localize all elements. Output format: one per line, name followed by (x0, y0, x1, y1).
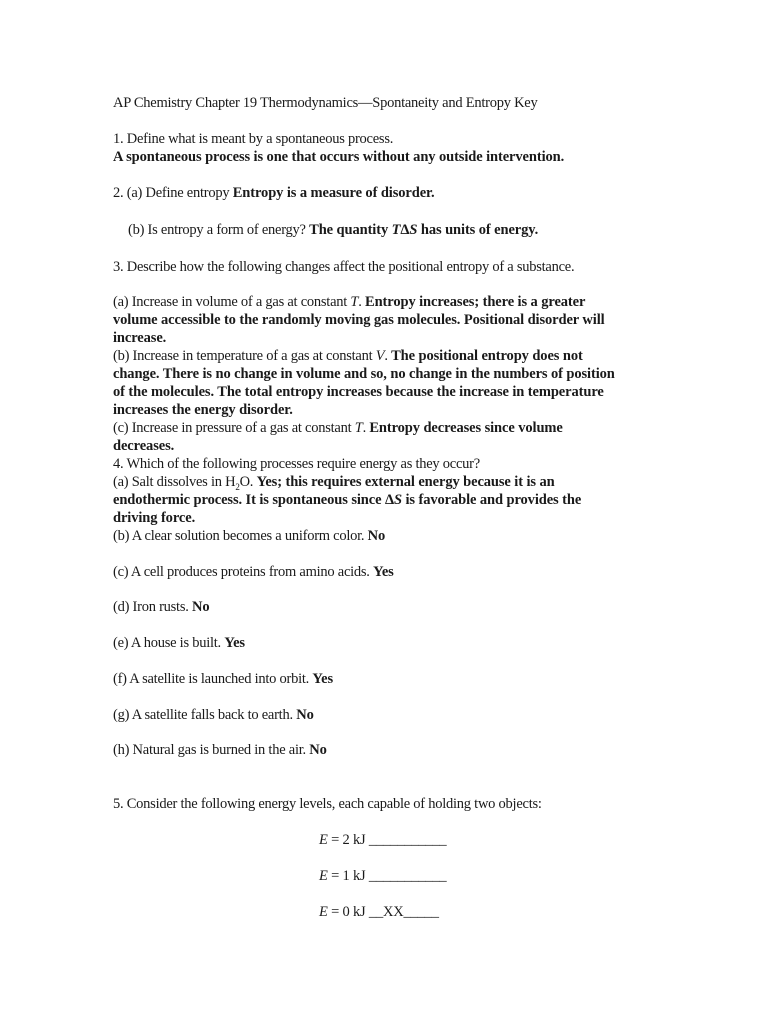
q3c-line2: decreases. (113, 438, 175, 454)
q3a-line1: (a) Increase in volume of a gas at constant T. Entropy increases; there is a greater (113, 294, 586, 310)
q2a-question: 2. (a) Define entropy (113, 185, 230, 201)
q4-item: (e) A house is built. Yes (113, 635, 245, 651)
q4-question: 4. Which of the following processes require energy as they occur? (113, 456, 480, 472)
q4-item: (f) A satellite is launched into orbit. Yes (113, 671, 334, 687)
q3a-line2: volume accessible to the randomly moving gas molecules. Positional disorder will (113, 312, 605, 328)
q3-question: 3. Describe how the following changes affect the positional entropy of a substance. (113, 259, 575, 275)
q4-item: (g) A satellite falls back to earth. No (113, 707, 314, 723)
q2a-answer: Entropy is a measure of disorder. (232, 185, 435, 201)
q3b-line1: (b) Increase in temperature of a gas at constant V. The positional entropy does not (113, 348, 583, 364)
q4-item: (b) A clear solution becomes a uniform color. No (113, 528, 386, 544)
q5-question: 5. Consider the following energy levels, each capable of holding two objects: (113, 796, 542, 812)
q2a-line (113, 184, 728, 202)
q2b-line (128, 221, 728, 239)
q3b-line4: increases the energy disorder. (113, 402, 293, 418)
energy-level: E = 2 kJ ___________ (319, 832, 447, 848)
q3b-line2: change. There is no change in volume and so, no change in the numbers of position (113, 366, 615, 382)
q4-item: (c) A cell produces proteins from amino acids. Yes (113, 564, 394, 580)
q4-item: (h) Natural gas is burned in the air. No (113, 742, 327, 758)
q4a-line3: driving force. (113, 510, 196, 526)
page-title: AP Chemistry Chapter 19 Thermodynamics—Spontaneity and Entropy Key (113, 95, 538, 111)
q4-item: (d) Iron rusts. No (113, 599, 210, 615)
energy-level: E = 0 kJ __XX_____ (319, 904, 439, 920)
q4a-line1: (a) Salt dissolves in $H_2O$. Yes; this requires external energy because it is an (113, 474, 555, 492)
q1-answer: A spontaneous process is one that occurs without any outside intervention. (113, 149, 565, 165)
q3a-line3: increase. (113, 330, 167, 346)
energy-level: E = 1 kJ ___________ (319, 868, 447, 884)
q3c-line1: (c) Increase in pressure of a gas at constant T. Entropy decreases since volume (113, 420, 563, 436)
q4a-line2: endothermic process. It is spontaneous since ΔS is favorable and provides the (113, 492, 582, 508)
q2b-answer: The quantity TΔS has units of energy. (309, 222, 539, 238)
q3b-line3: of the molecules. The total entropy increases because the increase in temperature (113, 384, 604, 400)
q1-question: 1. Define what is meant by a spontaneous process. (113, 131, 394, 147)
q2b-question: (b) Is entropy a form of energy? (128, 222, 306, 238)
